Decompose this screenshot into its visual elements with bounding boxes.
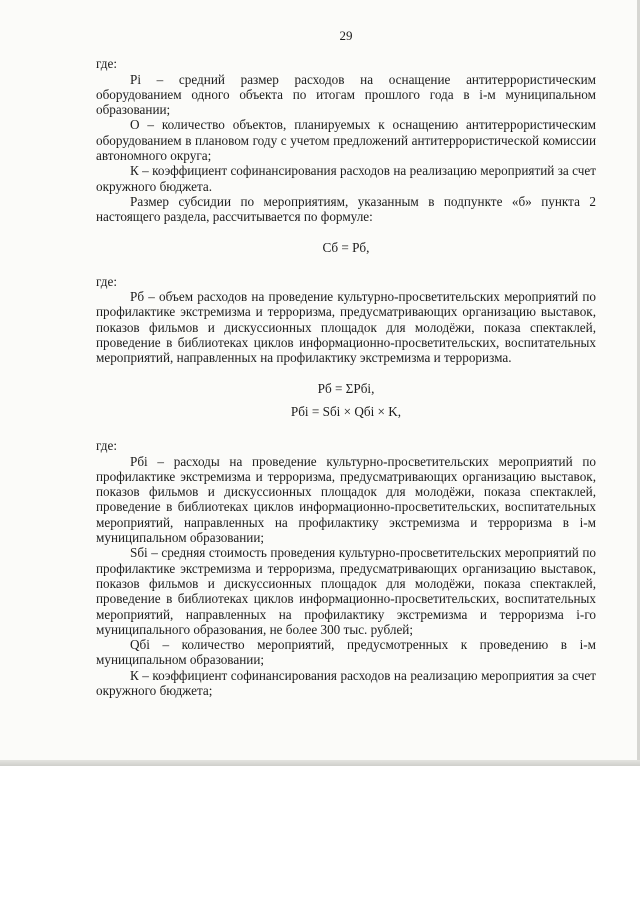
definition-qbi: Qбi – количество мероприятий, предусмотренных к проведению в i-м муниципальном образовании; <box>96 637 596 668</box>
definition-sbi: Sбi – средняя стоимость проведения культурно-просветительских мероприятий по профилактике экстремизма и терроризма, предусматривающих организацию выставок, показов фильмов и дискуссионных площадок для молодёжи, показа спектаклей, проведение в библиотеках циклов информационно-просветительских, воспитательных мероприятий, направленных на профилактику экстремизма и терроризма i-го муниципального образования, не более 300 тыс. рублей; <box>96 545 596 637</box>
page-number: 29 <box>339 28 353 43</box>
formula-pb-sum: Pб = ΣPбi, <box>317 380 375 396</box>
where-label-3: где: <box>96 438 117 454</box>
document-body <box>96 28 596 698</box>
subsidy-b-intro: Размер субсидии по мероприятиям, указанным в подпункте «б» пункта 2 настоящего раздела, рассчитывается по формуле: <box>96 193 596 225</box>
definition-pi: Pi – средний размер расходов на оснащение антитеррористическим оборудованием одного объекта по итогам прошлого года в i-м муниципальном образовании; <box>96 71 596 118</box>
definition-k-1: К – коэффициент софинансирования расходов на реализацию мероприятий за счет окружного бюджета. <box>96 163 596 194</box>
definition-k-2: К – коэффициент софинансирования расходов на реализацию мероприятия за счет окружного бюджета; <box>96 667 596 698</box>
definition-pbi: Pбi – расходы на проведение культурно-просветительских мероприятий по профилактике экстремизма и терроризма, предусматривающих организацию выставок, показов фильмов и дискуссионных площадок для молодёжи, показа спектаклей, проведение в библиотеках циклов информационно-просветительских, воспитательных мероприятий, направленных на профилактику экстремизма и терроризма в i-м муниципальном образовании; <box>96 453 596 546</box>
definition-o: О – количество объектов, планируемых к оснащению антитеррористическим оборудованием в плановом году с учетом предложений антитеррористической комиссии автономного округа; <box>96 117 596 164</box>
page-bottom-edge <box>0 760 640 766</box>
where-label-2: где: <box>96 273 117 289</box>
formula-pbi: Pбi = Sбi × Qбi × K, <box>290 403 402 419</box>
formula-cb: Cб = Pб, <box>322 239 370 255</box>
where-label-1: где: <box>96 56 117 72</box>
definition-pb: Pб – объем расходов на проведение культурно-просветительских мероприятий по профилактике экстремизма и терроризма, предусматривающих организацию выставок, показов фильмов и дискуссионных площадок для молодёжи, показа спектаклей, проведение в библиотеках циклов информационно-просветительских, воспитательных мероприятий, направленных на профилактику экстремизма и терроризма. <box>96 289 596 366</box>
